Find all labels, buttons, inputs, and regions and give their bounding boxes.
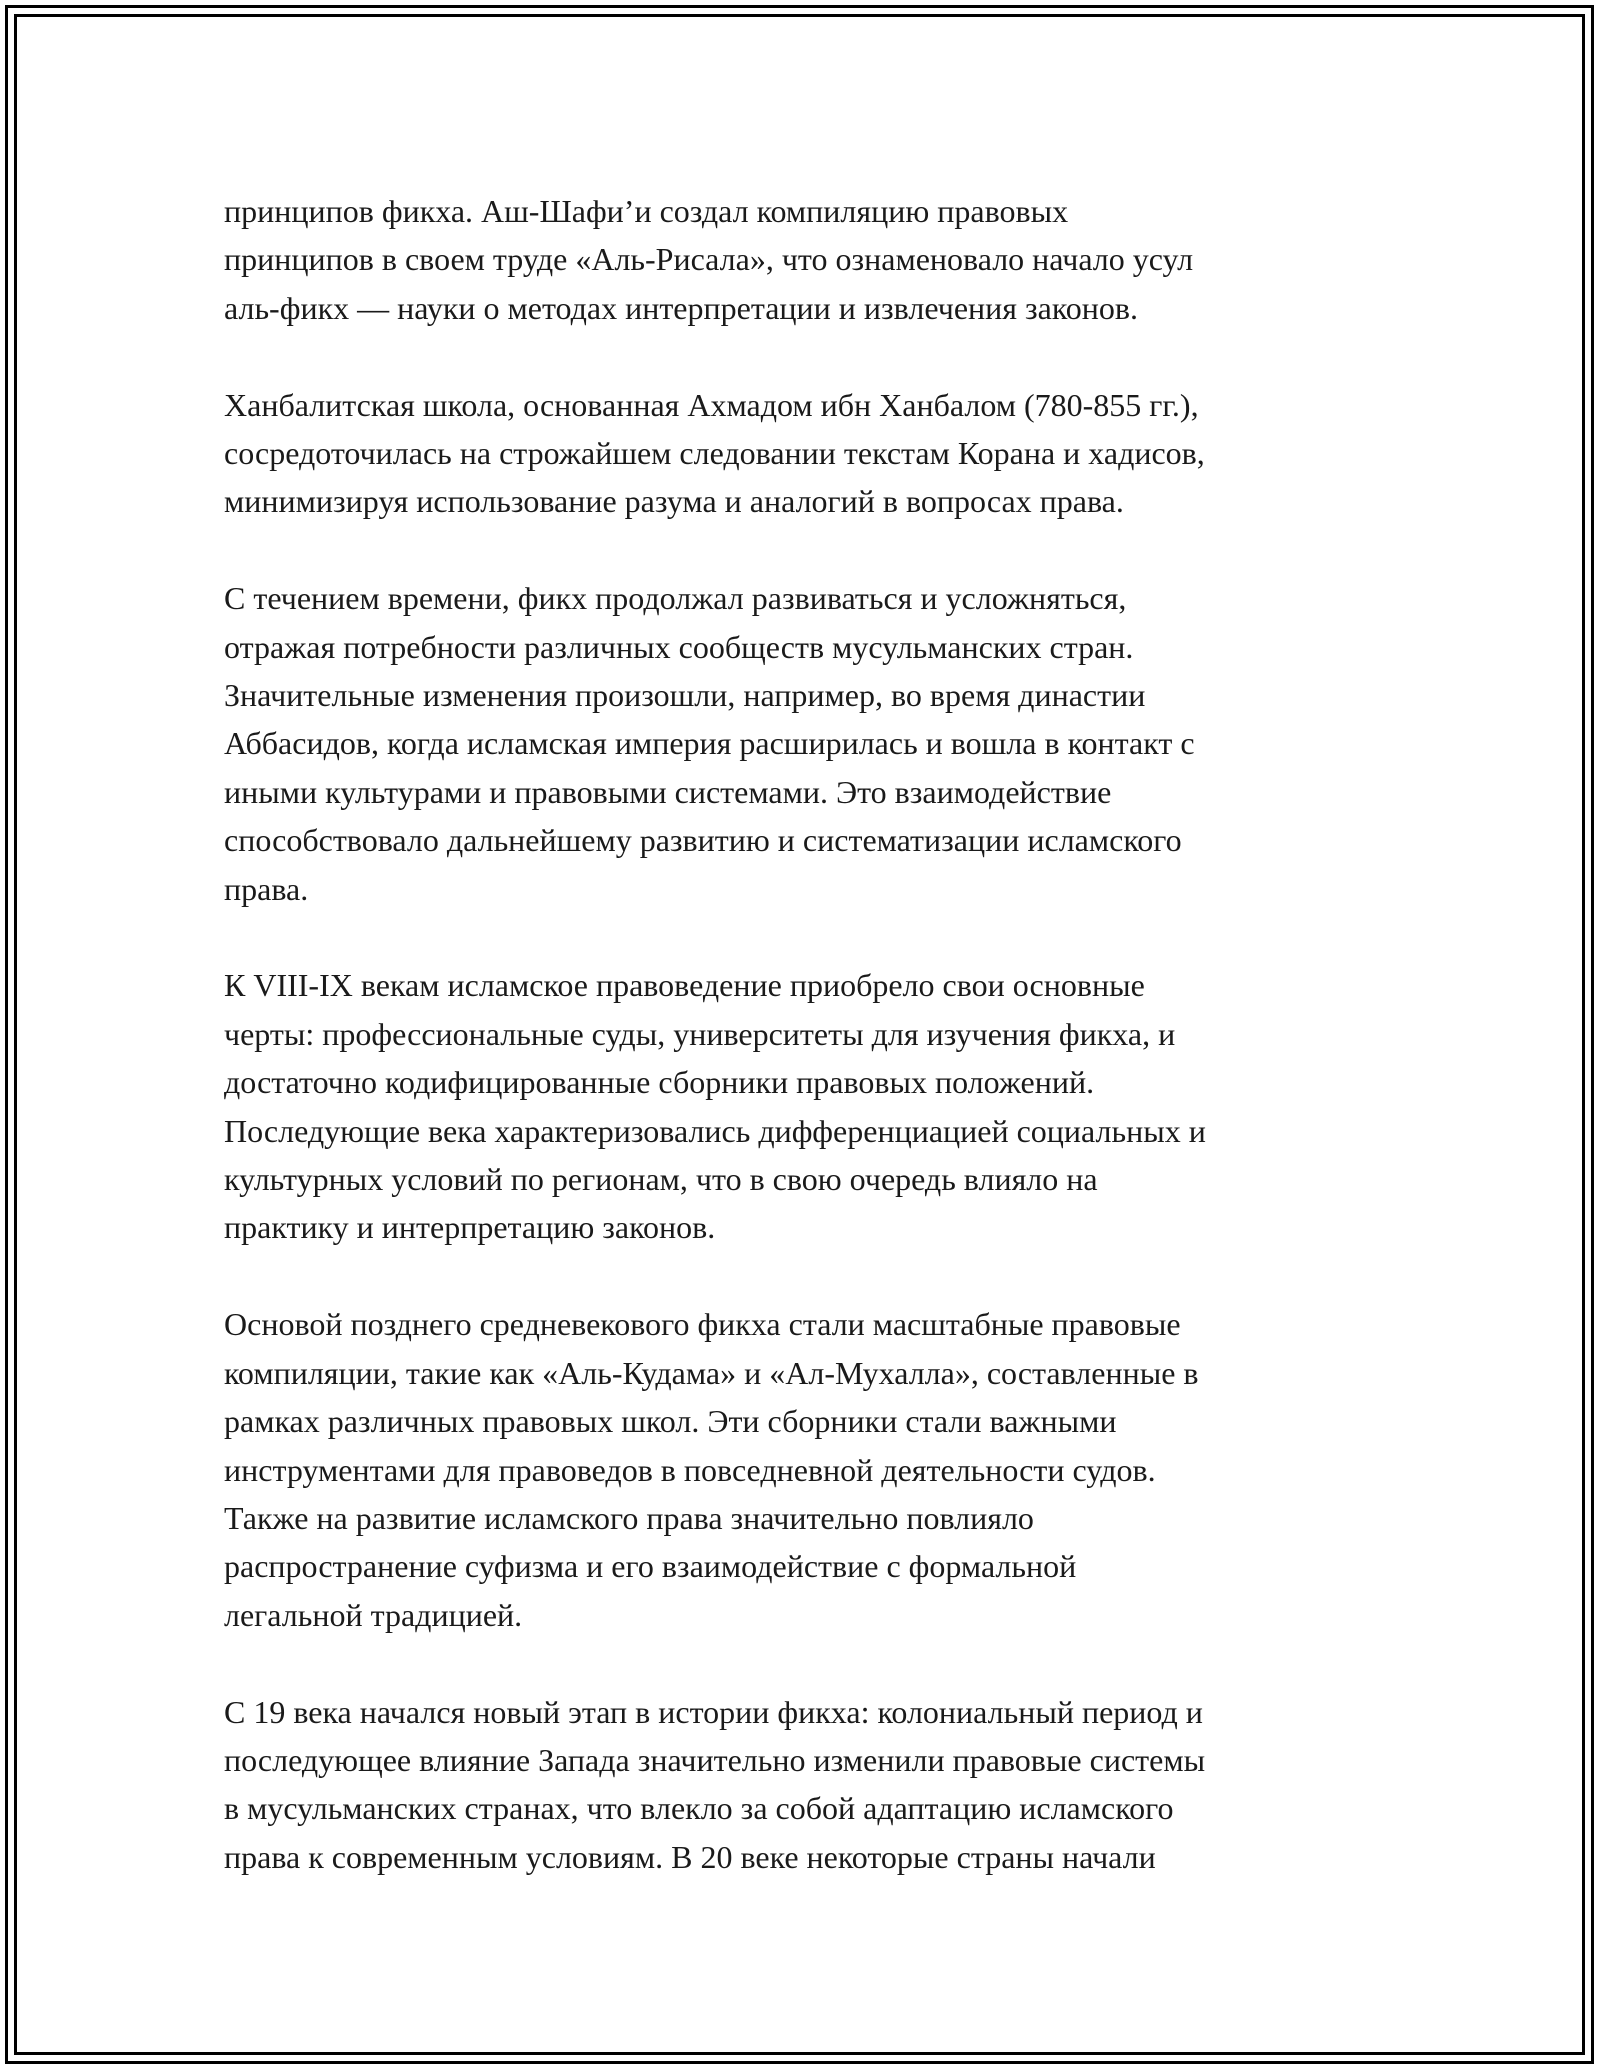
paragraph-19th-century [224, 1688, 1384, 1882]
text-line: права к современным условиям. В 20 веке некоторые страны начали [224, 1838, 1156, 1875]
text-line: Основой позднего средневекового фикха стали масштабные правовые [224, 1306, 1181, 1343]
text-line: рамках различных правовых школ. Эти сборники стали важными [224, 1403, 1117, 1440]
text-line: распространение суфизма и его взаимодействие с формальной [224, 1548, 1077, 1585]
text-line: С 19 века начался новый этап в истории фикха: колониальный период и [224, 1693, 1203, 1730]
text-line: минимизируя использование разума и аналогий в вопросах права. [224, 483, 1124, 520]
text-line: компиляции, такие как «Аль-Кудама» и «Ал-Мухалла», составленные в [224, 1354, 1199, 1391]
paragraph-8th-9th-centuries [224, 961, 1384, 1251]
text-line: принципов в своем труде «Аль-Рисала», что ознаменовало начало усул [224, 241, 1194, 278]
text-line: Ханбалитская школа, основанная Ахмадом ибн Ханбалом (780-855 гг.), [224, 386, 1199, 423]
text-line: в мусульманских странах, что влекло за собой адаптацию исламского [224, 1790, 1174, 1827]
paragraph-shafii-risala [224, 187, 1384, 332]
document-body [224, 187, 1384, 1881]
text-line: Аббасидов, когда исламская империя расширилась и вошла в контакт с [224, 725, 1195, 762]
text-line: сосредоточилась на строжайшем следовании текстам Корана и хадисов, [224, 435, 1205, 472]
text-line: последующее влияние Запада значительно изменили правовые системы [224, 1741, 1206, 1778]
text-line: черты: профессиональные суды, университеты для изучения фикха, и [224, 1015, 1176, 1052]
text-line: К VIII-IX векам исламское правоведение приобрело свои основные [224, 967, 1145, 1004]
paragraph-fiqh-development [224, 574, 1384, 913]
text-line: инструментами для правоведов в повседневной деятельности судов. [224, 1451, 1156, 1488]
paragraph-late-medieval-fiqh [224, 1300, 1384, 1639]
text-line: иными культурами и правовыми системами. Это взаимодействие [224, 773, 1112, 810]
text-line: права. [224, 870, 309, 907]
text-line: Значительные изменения произошли, например, во время династии [224, 677, 1146, 714]
text-line: практику и интерпретацию законов. [224, 1209, 716, 1246]
paragraph-hanbali-school [224, 381, 1384, 526]
text-line: принципов фикха. Аш-Шафи’и создал компиляцию правовых [224, 193, 1069, 229]
text-line: Также на развитие исламского права значительно повлияло [224, 1499, 1034, 1536]
text-line: легальной традицией. [224, 1596, 523, 1633]
text-line: отражая потребности различных сообществ мусульманских стран. [224, 628, 1134, 665]
text-line: С течением времени, фикх продолжал развиваться и усложняться, [224, 580, 1127, 617]
text-line: способствовало дальнейшему развитию и систематизации исламского [224, 822, 1182, 859]
text-line: культурных условий по регионам, что в свою очередь влияло на [224, 1161, 1098, 1198]
text-line: аль-фикх — науки о методах интерпретации и извлечения законов. [224, 289, 1138, 326]
text-line: достаточно кодифицированные сборники правовых положений. [224, 1064, 1095, 1101]
text-line: Последующие века характеризовались дифференциацией социальных и [224, 1112, 1206, 1149]
